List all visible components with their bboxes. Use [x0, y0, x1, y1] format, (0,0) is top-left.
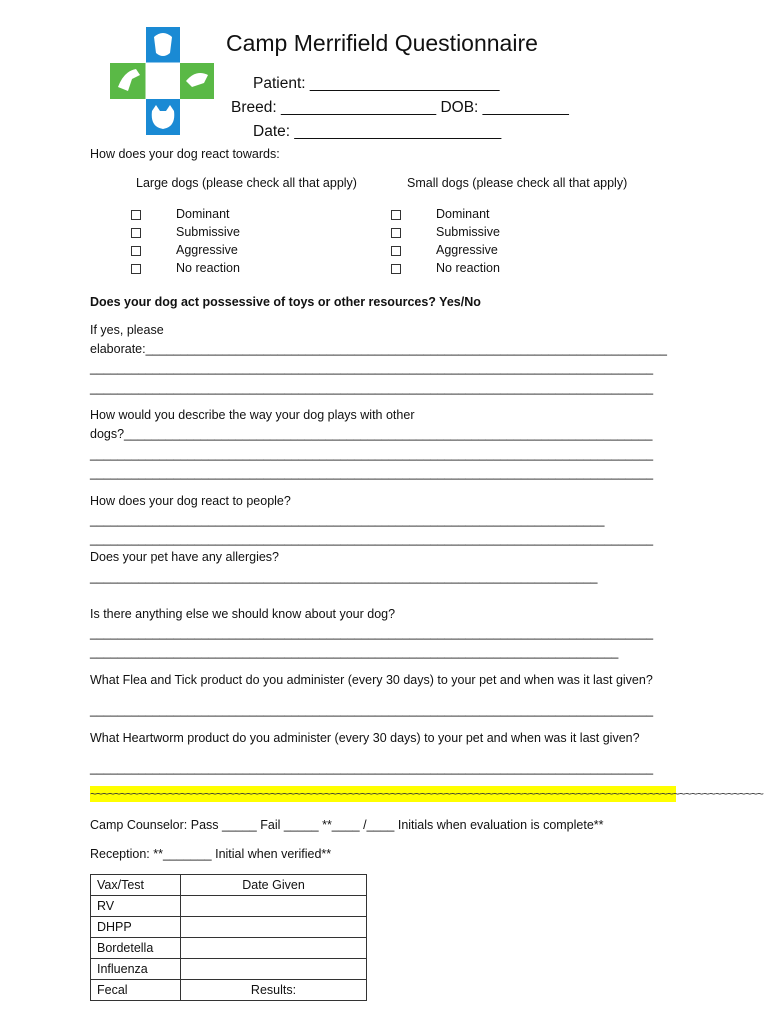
react-intro: How does your dog react towards: [90, 147, 280, 161]
results-cell[interactable]: Results: [181, 980, 367, 1001]
large-dominant-checkbox[interactable] [131, 210, 141, 220]
small-no-reaction-checkbox[interactable] [391, 264, 401, 274]
small-dominant-checkbox[interactable] [391, 210, 401, 220]
date-cell[interactable] [181, 938, 367, 959]
large-option-label: Dominant [176, 207, 230, 221]
large-option-label: No reaction [176, 261, 240, 275]
elaborate-label: If yes, please [90, 323, 164, 337]
small-option-label: No reaction [436, 261, 500, 275]
date-cell[interactable] [181, 896, 367, 917]
answer-line[interactable]: _________________________________________________________________________________ [90, 447, 654, 461]
people-question: How does your dog react to people? [90, 494, 291, 508]
answer-line[interactable]: ____________________________________________________________________________ [90, 645, 619, 659]
table-header-row [91, 875, 367, 896]
table-row [91, 938, 367, 959]
reception-line: Reception: **_______ Initial when verified** [90, 847, 332, 861]
anything-else-question: Is there anything else we should know about your dog? [90, 607, 396, 621]
small-option-label: Submissive [436, 225, 500, 239]
answer-line[interactable]: _________________________________________________________________________________ [90, 361, 654, 375]
vaccination-table [90, 874, 367, 1001]
answer-line[interactable]: _________________________________________________________________________________ [90, 532, 654, 546]
patient-line: Patient: ______________________ [253, 75, 500, 92]
column-header: Date Given [181, 875, 367, 896]
elaborate-line[interactable]: elaborate:___________________________________________________________________________ [90, 342, 667, 356]
vax-name: DHPP [91, 917, 181, 938]
page-title: Camp Merrifield Questionnaire [226, 30, 538, 56]
vax-name: RV [91, 896, 181, 917]
large-option-label: Submissive [176, 225, 240, 239]
answer-line[interactable]: _________________________________________________________________________________ [90, 703, 654, 717]
date-cell[interactable] [181, 917, 367, 938]
large-submissive-checkbox[interactable] [131, 228, 141, 238]
possessive-question: Does your dog act possessive of toys or other resources? Yes/No [90, 295, 481, 309]
highlighted-separator: ~~~~~~~~~~~~~~~~~~~~~~~~~~~~~~~~~~~~~~~~~~~~~~~~~~~~~~~~~~~~~~~~~~~~~~~~~~~~~~~~~~~~~~~~~~~~~~~~~~~~~~~~~~~~~~~~ [90, 787, 763, 801]
clinic-logo [110, 27, 214, 135]
column-header: Vax/Test [91, 875, 181, 896]
table-row [91, 917, 367, 938]
large-option-label: Aggressive [176, 243, 238, 257]
vax-name: Bordetella [91, 938, 181, 959]
small-option-label: Dominant [436, 207, 490, 221]
date-cell[interactable] [181, 959, 367, 980]
vax-name: Fecal [91, 980, 181, 1001]
plays-question: How would you describe the way your dog plays with other [90, 408, 415, 422]
table-row [91, 980, 367, 1001]
small-dogs-heading: Small dogs (please check all that apply) [407, 176, 628, 190]
vax-name: Influenza [91, 959, 181, 980]
answer-line[interactable]: _________________________________________________________________________________ [90, 761, 654, 775]
answer-line[interactable]: _________________________________________________________________________________ [90, 466, 654, 480]
plays-line[interactable]: dogs?____________________________________________________________________________ [90, 427, 653, 441]
table-row [91, 896, 367, 917]
table-row [91, 959, 367, 980]
small-option-label: Aggressive [436, 243, 498, 257]
small-aggressive-checkbox[interactable] [391, 246, 401, 256]
large-dogs-heading: Large dogs (please check all that apply) [136, 176, 357, 190]
large-no-reaction-checkbox[interactable] [131, 264, 141, 274]
large-aggressive-checkbox[interactable] [131, 246, 141, 256]
breed-dob-line: Breed: __________________ DOB: __________ [231, 99, 569, 116]
answer-line[interactable]: __________________________________________________________________________ [90, 513, 605, 527]
answer-line[interactable]: _________________________________________________________________________ [90, 570, 598, 584]
answer-line[interactable]: _________________________________________________________________________________ [90, 381, 654, 395]
date-line: Date: ________________________ [253, 123, 502, 140]
flea-tick-question: What Flea and Tick product do you administer (every 30 days) to your pet and when was it last given? [90, 673, 653, 687]
heartworm-question: What Heartworm product do you administer (every 30 days) to your pet and when was it last given? [90, 731, 640, 745]
counselor-line: Camp Counselor: Pass _____ Fail _____ **____ /____ Initials when evaluation is complete** [90, 818, 604, 832]
small-submissive-checkbox[interactable] [391, 228, 401, 238]
allergies-question: Does your pet have any allergies? [90, 550, 280, 564]
answer-line[interactable]: _________________________________________________________________________________ [90, 626, 654, 640]
